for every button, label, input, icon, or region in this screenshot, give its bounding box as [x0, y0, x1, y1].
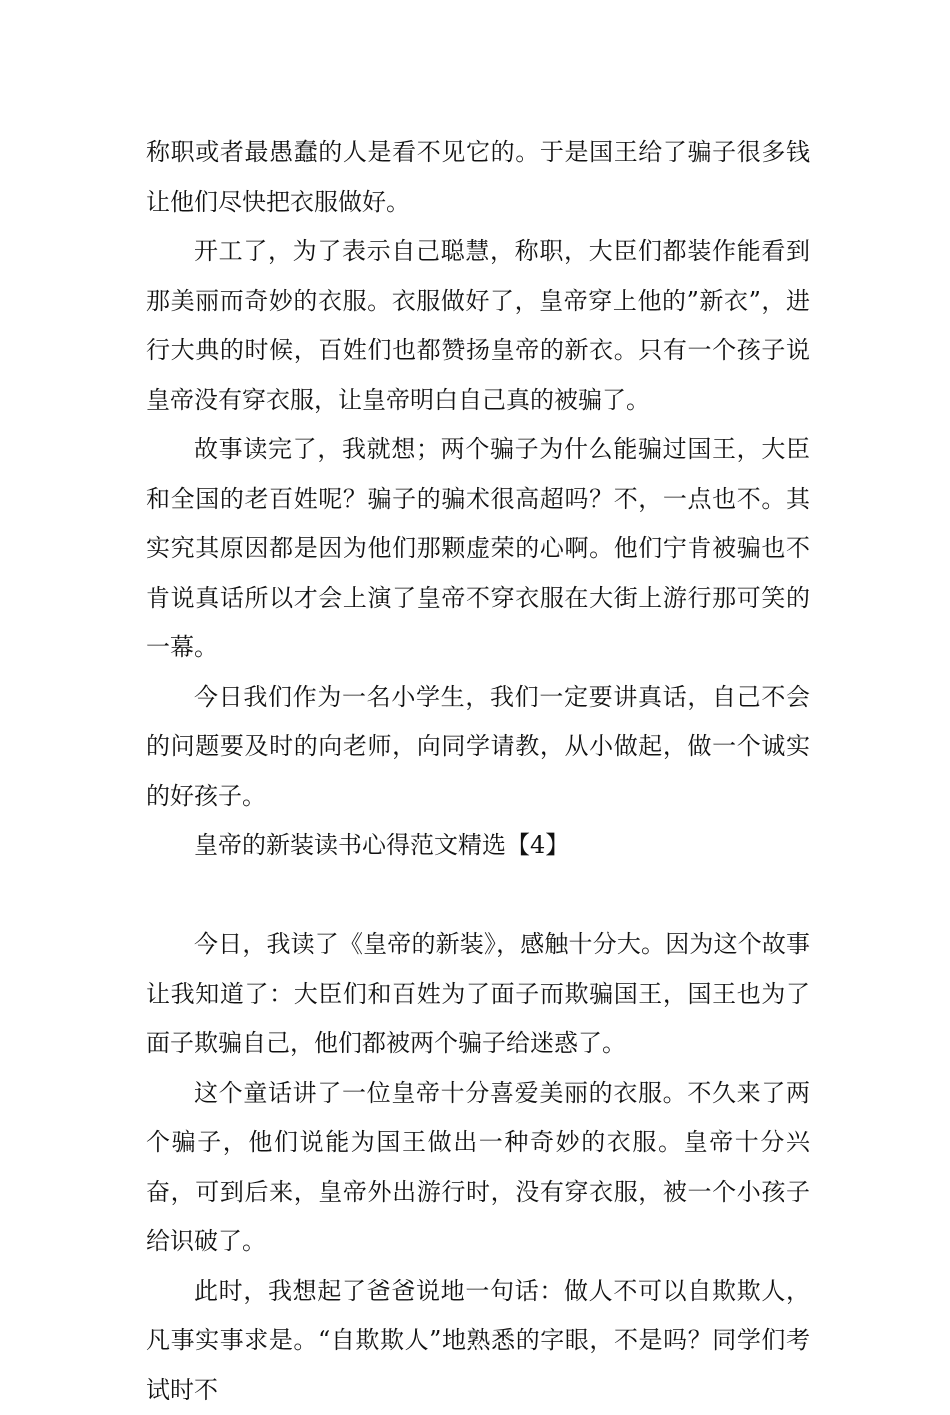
paragraph-7: 此时，我想起了爸爸说地一句话：做人不可以自欺欺人，凡事实事求是。“自欺欺人”地熟悉的字眼，不是吗？同学们考试时不 — [146, 1267, 810, 1415]
blank-line — [146, 871, 810, 921]
paragraph-5: 今日，我读了《皇帝的新装》，感触十分大。因为这个故事让我知道了：大臣们和百姓为了面子而欺骗国王，国王也为了面子欺骗自己，他们都被两个骗子给迷惑了。 — [146, 920, 810, 1069]
document-body — [146, 128, 810, 1415]
section-heading: 皇帝的新装读书心得范文精选【4】 — [146, 821, 810, 871]
paragraph-1: 称职或者最愚蠢的人是看不见它的。于是国王给了骗子很多钱让他们尽快把衣服做好。 — [146, 128, 810, 227]
paragraph-6: 这个童话讲了一位皇帝十分喜爱美丽的衣服。不久来了两个骗子，他们说能为国王做出一种奇妙的衣服。皇帝十分兴奋，可到后来，皇帝外出游行时，没有穿衣服，被一个小孩子给识破了。 — [146, 1069, 810, 1267]
paragraph-4: 今日我们作为一名小学生，我们一定要讲真话，自己不会的问题要及时的向老师，向同学请教，从小做起，做一个诚实的好孩子。 — [146, 673, 810, 822]
paragraph-2: 开工了，为了表示自己聪慧，称职，大臣们都装作能看到那美丽而奇妙的衣服。衣服做好了，皇帝穿上他的”新衣”，进行大典的时候，百姓们也都赞扬皇帝的新衣。只有一个孩子说皇帝没有穿衣服，让皇帝明白自己真的被骗了。 — [146, 227, 810, 425]
paragraph-3: 故事读完了，我就想；两个骗子为什么能骗过国王，大臣和全国的老百姓呢？骗子的骗术很高超吗？不，一点也不。其实究其原因都是因为他们那颗虚荣的心啊。他们宁肯被骗也不肯说真话所以才会上演了皇帝不穿衣服在大街上游行那可笑的一幕。 — [146, 425, 810, 673]
